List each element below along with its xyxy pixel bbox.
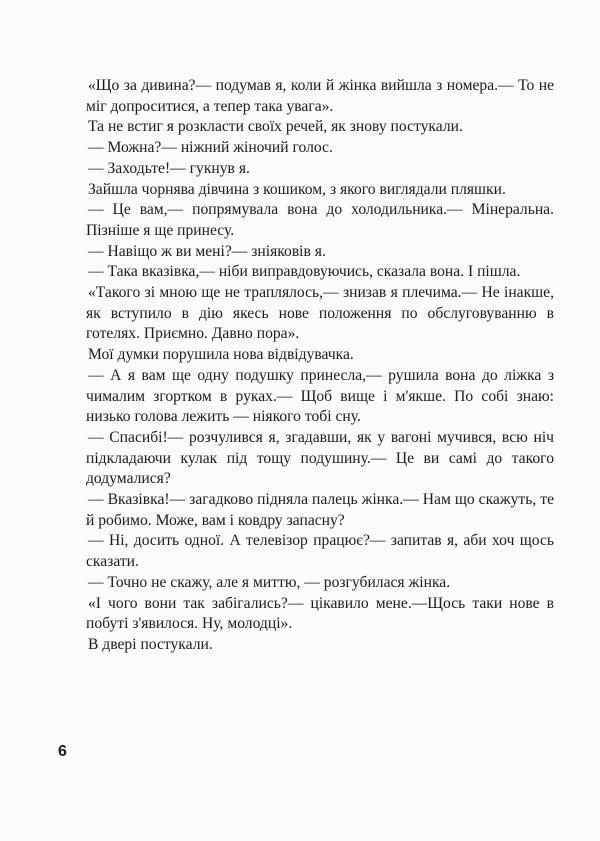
paragraph: «І чого вони так забігались?— цікавило мене.—Щось таки нове в побуті з'явилося. Ну, молодці».	[86, 594, 554, 633]
paragraph: — Це вам,— попрямувала вона до холодильника.— Мінеральна. Пізніше я ще принесу.	[86, 201, 554, 239]
paragraph: «Що за дивина?— подумав я, коли й жінка вийшла з номера.— То не міг допроситися, а тепер така увага».	[86, 77, 554, 115]
paragraph: Зайшла чорнява дівчина з кошиком, з якого виглядали пляшки.	[88, 180, 506, 198]
paragraph: «Такого зі мною ще не траплялось,— знизав я плечима.— Не інакше, як вступило в дію якесь нове положення по обслуговуванню в готелях. Приємно. Давно пора».	[86, 284, 554, 343]
paragraph: — Така вказівка,— ніби виправдовуючись, сказала вона. І пішла.	[88, 263, 521, 281]
paragraph: — Ні, досить одної. А телевізор працює?— запитав я, аби хоч щось сказати.	[86, 532, 554, 571]
paragraph: Та не встиг я розкласти своїх речей, як знову постукали.	[88, 118, 463, 136]
paragraph: — Вказівка!— загадково підняла палець жінка.— Нам що скажуть, те й робимо. Може, вам і ковдру запасну?	[86, 491, 554, 529]
paragraph: — А я вам ще одну подушку принесла,— рушила вона до ліжка з чималим згортком в руках.— Щоб вище і м'якше. По собі знаю: низько голова лежить — ніякого тобі сну.	[86, 366, 554, 426]
paragraph: Мої думки порушила нова відвідувачка.	[88, 346, 354, 364]
paragraph: — Заходьте!— гукнув я.	[88, 159, 250, 177]
paragraph: — Навіщо ж ви мені?— зніяковів я.	[88, 242, 326, 260]
paragraph: В двері постукали.	[88, 635, 213, 653]
paragraph: — Спасибі!— розчулився я, згадавши, як у вагоні мучився, всю ніч підкладаючи кулак під тощу подушину.— Це ви самі до такого додумалися?	[86, 428, 554, 488]
paragraph: — Можна?— ніжний жіночий голос.	[88, 139, 333, 157]
page-number: 6	[58, 743, 67, 760]
paragraph: — Точно не скажу, але я миттю, — розгубилася жінка.	[88, 573, 451, 591]
body-text	[86, 76, 554, 656]
